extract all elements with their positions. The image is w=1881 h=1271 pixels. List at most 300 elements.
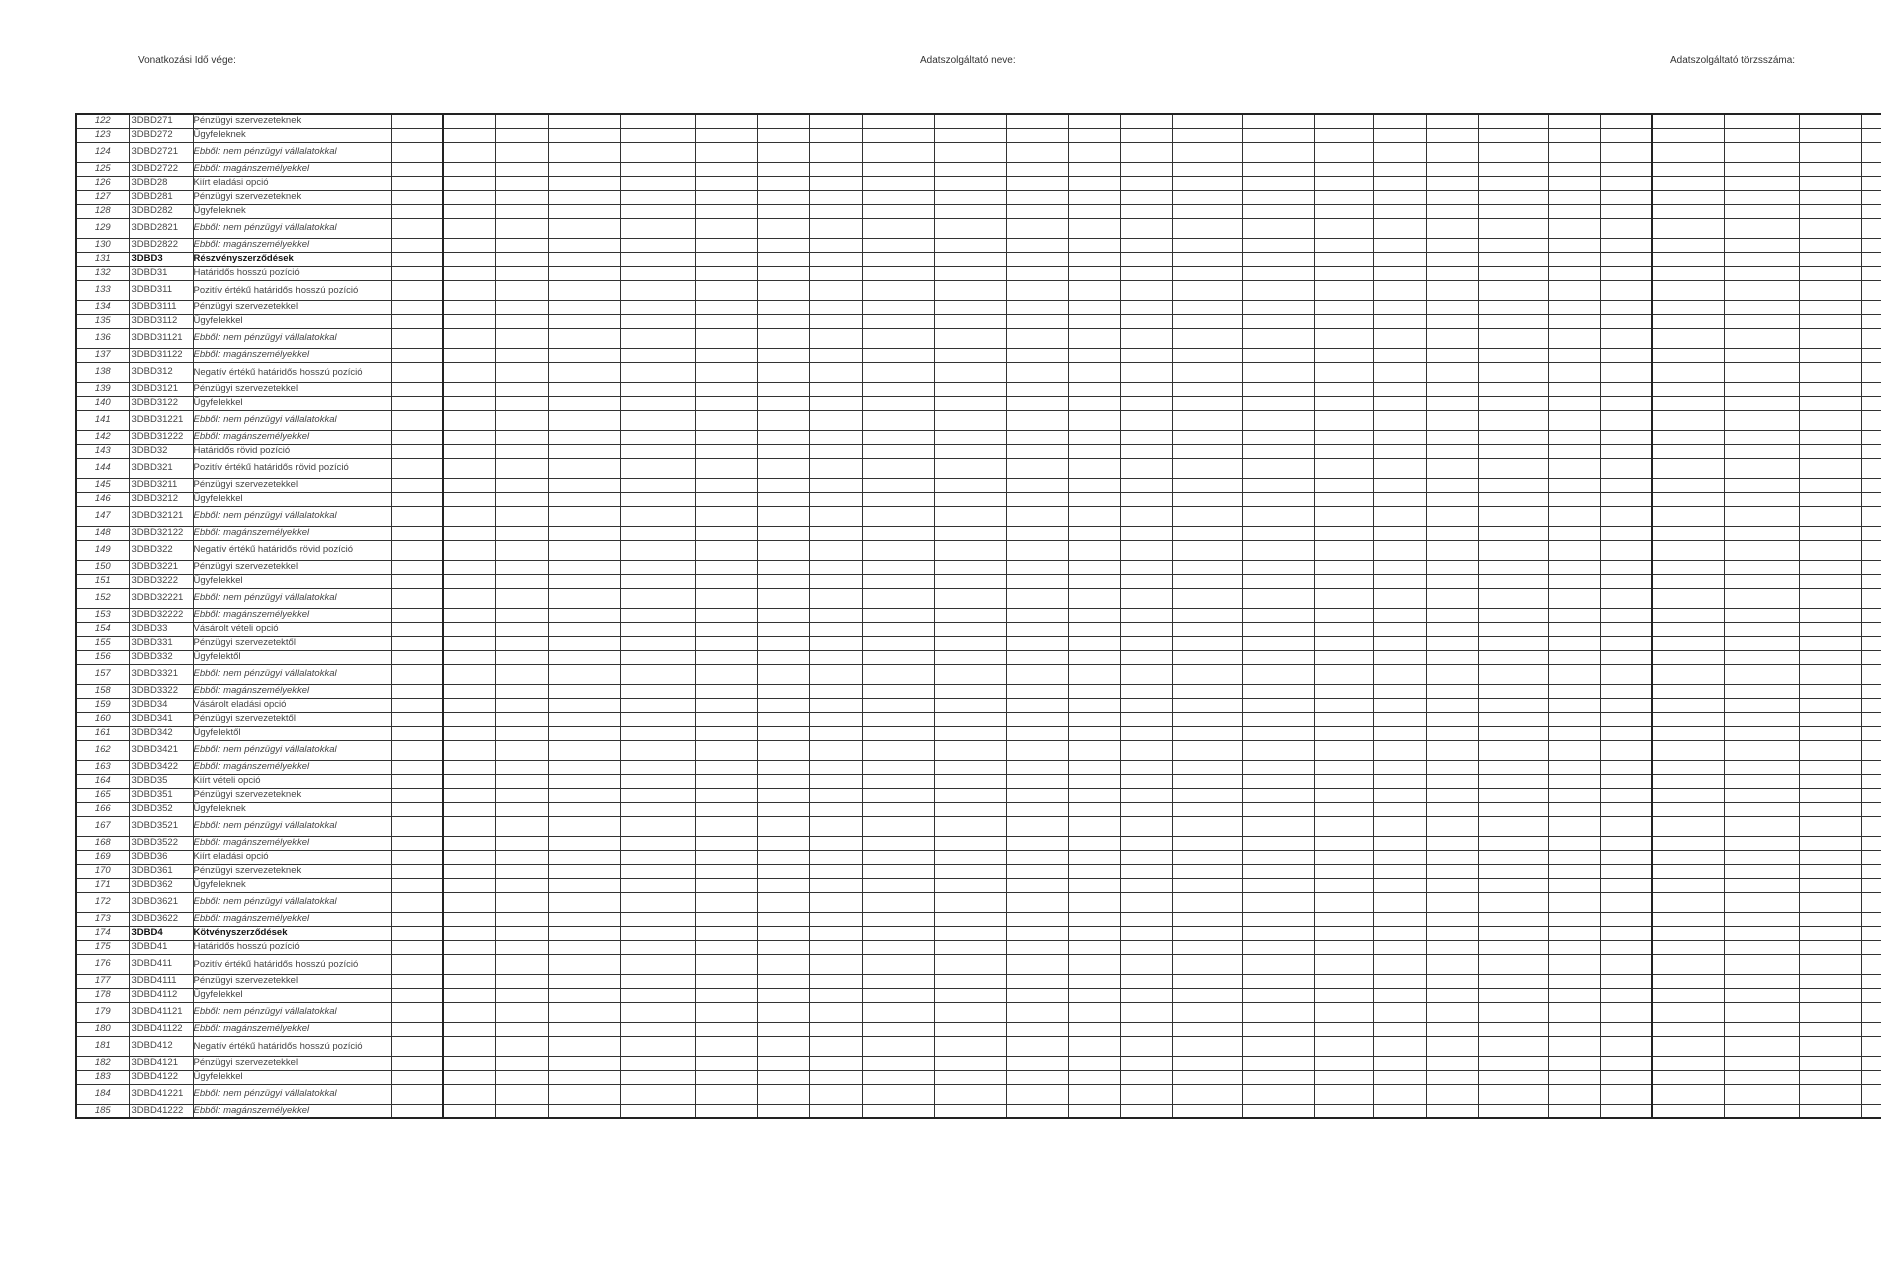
data-cell[interactable] [1724,266,1799,280]
data-cell[interactable] [757,1036,809,1056]
data-cell[interactable] [1006,444,1068,458]
data-cell[interactable] [757,300,809,314]
data-cell[interactable] [1600,1104,1652,1118]
data-cell[interactable] [1861,396,1881,410]
data-cell[interactable] [548,788,620,802]
data-cell[interactable] [1548,478,1600,492]
data-cell[interactable] [1373,1002,1426,1022]
data-cell[interactable] [1006,878,1068,892]
data-cell[interactable] [391,802,443,816]
data-cell[interactable] [1120,1084,1172,1104]
data-cell[interactable] [1006,892,1068,912]
data-cell[interactable] [443,836,495,850]
data-cell[interactable] [934,1104,1006,1118]
data-cell[interactable] [1426,142,1478,162]
data-cell[interactable] [1120,988,1172,1002]
data-cell[interactable] [1478,912,1548,926]
data-cell[interactable] [1006,698,1068,712]
data-cell[interactable] [1478,954,1548,974]
data-cell[interactable] [391,850,443,864]
data-cell[interactable] [1799,1002,1861,1022]
data-cell[interactable] [862,878,934,892]
data-cell[interactable] [1724,1036,1799,1056]
data-cell[interactable] [1314,1002,1373,1022]
data-cell[interactable] [1172,458,1242,478]
data-cell[interactable] [548,1056,620,1070]
data-cell[interactable] [495,1056,548,1070]
data-cell[interactable] [1242,588,1314,608]
data-cell[interactable] [620,266,695,280]
data-cell[interactable] [757,190,809,204]
data-cell[interactable] [1861,974,1881,988]
data-cell[interactable] [695,988,757,1002]
data-cell[interactable] [443,1084,495,1104]
data-cell[interactable] [1373,650,1426,664]
data-cell[interactable] [1120,892,1172,912]
data-cell[interactable] [443,864,495,878]
data-cell[interactable] [1600,430,1652,444]
data-cell[interactable] [1426,348,1478,362]
data-cell[interactable] [1426,1070,1478,1084]
data-cell[interactable] [1314,314,1373,328]
data-cell[interactable] [695,382,757,396]
data-cell[interactable] [757,526,809,540]
data-cell[interactable] [1548,774,1600,788]
data-cell[interactable] [1120,1056,1172,1070]
data-cell[interactable] [1068,252,1120,266]
data-cell[interactable] [1314,974,1373,988]
data-cell[interactable] [391,588,443,608]
data-cell[interactable] [757,348,809,362]
data-cell[interactable] [1426,622,1478,636]
data-cell[interactable] [695,1036,757,1056]
data-cell[interactable] [1426,444,1478,458]
data-cell[interactable] [695,142,757,162]
data-cell[interactable] [620,238,695,252]
data-cell[interactable] [757,636,809,650]
data-cell[interactable] [1652,444,1724,458]
data-cell[interactable] [1799,410,1861,430]
data-cell[interactable] [1478,506,1548,526]
data-cell[interactable] [1172,988,1242,1002]
data-cell[interactable] [548,974,620,988]
data-cell[interactable] [809,252,862,266]
data-cell[interactable] [391,622,443,636]
data-cell[interactable] [1652,506,1724,526]
data-cell[interactable] [1120,650,1172,664]
data-cell[interactable] [695,1022,757,1036]
data-cell[interactable] [1478,458,1548,478]
data-cell[interactable] [1600,328,1652,348]
data-cell[interactable] [1242,128,1314,142]
data-cell[interactable] [620,698,695,712]
data-cell[interactable] [548,698,620,712]
data-cell[interactable] [1068,1084,1120,1104]
data-cell[interactable] [1172,444,1242,458]
data-cell[interactable] [391,816,443,836]
data-cell[interactable] [1426,940,1478,954]
data-cell[interactable] [1172,382,1242,396]
data-cell[interactable] [862,444,934,458]
data-cell[interactable] [1068,726,1120,740]
data-cell[interactable] [548,410,620,430]
data-cell[interactable] [391,142,443,162]
data-cell[interactable] [1242,636,1314,650]
data-cell[interactable] [1861,926,1881,940]
data-cell[interactable] [1478,588,1548,608]
data-cell[interactable] [1861,560,1881,574]
data-cell[interactable] [1373,176,1426,190]
data-cell[interactable] [495,128,548,142]
data-cell[interactable] [1373,988,1426,1002]
data-cell[interactable] [1799,348,1861,362]
data-cell[interactable] [934,664,1006,684]
data-cell[interactable] [1652,176,1724,190]
data-cell[interactable] [1242,348,1314,362]
data-cell[interactable] [620,190,695,204]
data-cell[interactable] [1724,478,1799,492]
data-cell[interactable] [1652,430,1724,444]
data-cell[interactable] [1373,878,1426,892]
data-cell[interactable] [1068,458,1120,478]
data-cell[interactable] [1068,1070,1120,1084]
data-cell[interactable] [620,1022,695,1036]
data-cell[interactable] [695,348,757,362]
data-cell[interactable] [1314,218,1373,238]
data-cell[interactable] [1861,526,1881,540]
data-cell[interactable] [1373,1104,1426,1118]
data-cell[interactable] [1861,266,1881,280]
data-cell[interactable] [1006,218,1068,238]
data-cell[interactable] [1120,850,1172,864]
data-cell[interactable] [1652,362,1724,382]
data-cell[interactable] [757,1104,809,1118]
data-cell[interactable] [1172,1104,1242,1118]
data-cell[interactable] [1799,712,1861,726]
data-cell[interactable] [495,204,548,218]
data-cell[interactable] [934,622,1006,636]
data-cell[interactable] [1242,492,1314,506]
data-cell[interactable] [1724,608,1799,622]
data-cell[interactable] [1861,410,1881,430]
data-cell[interactable] [620,664,695,684]
data-cell[interactable] [1373,540,1426,560]
data-cell[interactable] [1478,204,1548,218]
data-cell[interactable] [1172,608,1242,622]
data-cell[interactable] [862,382,934,396]
data-cell[interactable] [1724,574,1799,588]
data-cell[interactable] [620,650,695,664]
data-cell[interactable] [695,430,757,444]
data-cell[interactable] [862,280,934,300]
data-cell[interactable] [495,218,548,238]
data-cell[interactable] [862,740,934,760]
data-cell[interactable] [391,238,443,252]
data-cell[interactable] [391,836,443,850]
data-cell[interactable] [862,912,934,926]
data-cell[interactable] [391,218,443,238]
data-cell[interactable] [1006,1036,1068,1056]
data-cell[interactable] [443,802,495,816]
data-cell[interactable] [1478,252,1548,266]
data-cell[interactable] [1120,328,1172,348]
data-cell[interactable] [1600,588,1652,608]
data-cell[interactable] [695,266,757,280]
data-cell[interactable] [1652,588,1724,608]
data-cell[interactable] [1478,712,1548,726]
data-cell[interactable] [934,1056,1006,1070]
data-cell[interactable] [620,1084,695,1104]
data-cell[interactable] [1172,1036,1242,1056]
data-cell[interactable] [1120,266,1172,280]
data-cell[interactable] [934,162,1006,176]
data-cell[interactable] [620,362,695,382]
data-cell[interactable] [1120,176,1172,190]
data-cell[interactable] [1120,478,1172,492]
data-cell[interactable] [1314,1104,1373,1118]
data-cell[interactable] [620,1070,695,1084]
data-cell[interactable] [1242,574,1314,588]
data-cell[interactable] [1426,218,1478,238]
data-cell[interactable] [695,444,757,458]
data-cell[interactable] [391,684,443,698]
data-cell[interactable] [620,684,695,698]
data-cell[interactable] [1006,238,1068,252]
data-cell[interactable] [1373,802,1426,816]
data-cell[interactable] [1120,816,1172,836]
data-cell[interactable] [1861,588,1881,608]
data-cell[interactable] [1314,190,1373,204]
data-cell[interactable] [1724,540,1799,560]
data-cell[interactable] [1068,444,1120,458]
data-cell[interactable] [1724,878,1799,892]
data-cell[interactable] [757,1002,809,1022]
data-cell[interactable] [757,892,809,912]
data-cell[interactable] [1426,816,1478,836]
data-cell[interactable] [1426,912,1478,926]
data-cell[interactable] [1548,1002,1600,1022]
data-cell[interactable] [757,430,809,444]
data-cell[interactable] [1478,218,1548,238]
data-cell[interactable] [548,1002,620,1022]
data-cell[interactable] [1373,974,1426,988]
data-cell[interactable] [1242,314,1314,328]
data-cell[interactable] [1724,974,1799,988]
data-cell[interactable] [391,1036,443,1056]
data-cell[interactable] [1724,348,1799,362]
data-cell[interactable] [1068,492,1120,506]
data-cell[interactable] [1006,1104,1068,1118]
data-cell[interactable] [809,788,862,802]
data-cell[interactable] [757,238,809,252]
data-cell[interactable] [695,1104,757,1118]
data-cell[interactable] [548,940,620,954]
data-cell[interactable] [1724,684,1799,698]
data-cell[interactable] [1426,540,1478,560]
data-cell[interactable] [695,128,757,142]
data-cell[interactable] [495,444,548,458]
data-cell[interactable] [1799,850,1861,864]
data-cell[interactable] [1600,362,1652,382]
data-cell[interactable] [757,560,809,574]
data-cell[interactable] [695,650,757,664]
data-cell[interactable] [1172,836,1242,850]
data-cell[interactable] [1600,974,1652,988]
data-cell[interactable] [1799,740,1861,760]
data-cell[interactable] [1548,622,1600,636]
data-cell[interactable] [1724,362,1799,382]
data-cell[interactable] [548,252,620,266]
data-cell[interactable] [1799,162,1861,176]
data-cell[interactable] [695,588,757,608]
data-cell[interactable] [1314,1084,1373,1104]
data-cell[interactable] [1068,348,1120,362]
data-cell[interactable] [1006,252,1068,266]
data-cell[interactable] [1652,912,1724,926]
data-cell[interactable] [1548,382,1600,396]
data-cell[interactable] [862,252,934,266]
data-cell[interactable] [1068,912,1120,926]
data-cell[interactable] [1600,190,1652,204]
data-cell[interactable] [495,988,548,1002]
data-cell[interactable] [1242,238,1314,252]
data-cell[interactable] [495,458,548,478]
data-cell[interactable] [1799,726,1861,740]
data-cell[interactable] [1600,114,1652,128]
data-cell[interactable] [1426,458,1478,478]
data-cell[interactable] [1548,1056,1600,1070]
data-cell[interactable] [1172,142,1242,162]
data-cell[interactable] [1426,190,1478,204]
data-cell[interactable] [620,444,695,458]
data-cell[interactable] [443,726,495,740]
data-cell[interactable] [1600,650,1652,664]
data-cell[interactable] [443,954,495,974]
data-cell[interactable] [1600,726,1652,740]
data-cell[interactable] [1600,988,1652,1002]
data-cell[interactable] [1724,636,1799,650]
data-cell[interactable] [443,650,495,664]
data-cell[interactable] [862,788,934,802]
data-cell[interactable] [1799,478,1861,492]
data-cell[interactable] [548,774,620,788]
data-cell[interactable] [1172,650,1242,664]
data-cell[interactable] [1861,478,1881,492]
data-cell[interactable] [443,878,495,892]
data-cell[interactable] [695,774,757,788]
data-cell[interactable] [1861,238,1881,252]
data-cell[interactable] [1861,788,1881,802]
data-cell[interactable] [548,176,620,190]
data-cell[interactable] [443,142,495,162]
data-cell[interactable] [1172,698,1242,712]
data-cell[interactable] [443,526,495,540]
data-cell[interactable] [1068,1002,1120,1022]
data-cell[interactable] [1314,684,1373,698]
data-cell[interactable] [391,190,443,204]
data-cell[interactable] [1314,726,1373,740]
data-cell[interactable] [443,238,495,252]
data-cell[interactable] [443,712,495,726]
data-cell[interactable] [1724,128,1799,142]
data-cell[interactable] [1861,1070,1881,1084]
data-cell[interactable] [1172,430,1242,444]
data-cell[interactable] [809,458,862,478]
data-cell[interactable] [620,560,695,574]
data-cell[interactable] [1600,850,1652,864]
data-cell[interactable] [1724,410,1799,430]
data-cell[interactable] [809,410,862,430]
data-cell[interactable] [391,1070,443,1084]
data-cell[interactable] [620,816,695,836]
data-cell[interactable] [548,478,620,492]
data-cell[interactable] [1799,684,1861,698]
data-cell[interactable] [1861,774,1881,788]
data-cell[interactable] [443,314,495,328]
data-cell[interactable] [1068,128,1120,142]
data-cell[interactable] [1120,974,1172,988]
data-cell[interactable] [1548,712,1600,726]
data-cell[interactable] [1799,608,1861,622]
data-cell[interactable] [1242,788,1314,802]
data-cell[interactable] [1548,238,1600,252]
data-cell[interactable] [1314,622,1373,636]
data-cell[interactable] [1548,300,1600,314]
data-cell[interactable] [1548,218,1600,238]
data-cell[interactable] [1314,410,1373,430]
data-cell[interactable] [1006,636,1068,650]
data-cell[interactable] [620,850,695,864]
data-cell[interactable] [620,774,695,788]
data-cell[interactable] [1068,954,1120,974]
data-cell[interactable] [1861,608,1881,622]
data-cell[interactable] [620,988,695,1002]
data-cell[interactable] [1426,238,1478,252]
data-cell[interactable] [1426,128,1478,142]
data-cell[interactable] [391,280,443,300]
data-cell[interactable] [1242,410,1314,430]
data-cell[interactable] [695,526,757,540]
data-cell[interactable] [1799,802,1861,816]
data-cell[interactable] [620,974,695,988]
data-cell[interactable] [1068,204,1120,218]
data-cell[interactable] [1478,430,1548,444]
data-cell[interactable] [1172,478,1242,492]
data-cell[interactable] [1652,864,1724,878]
data-cell[interactable] [391,940,443,954]
data-cell[interactable] [809,698,862,712]
data-cell[interactable] [757,1022,809,1036]
data-cell[interactable] [862,492,934,506]
data-cell[interactable] [1242,1056,1314,1070]
data-cell[interactable] [1242,190,1314,204]
data-cell[interactable] [809,1002,862,1022]
data-cell[interactable] [809,560,862,574]
data-cell[interactable] [1006,300,1068,314]
data-cell[interactable] [1120,444,1172,458]
data-cell[interactable] [1068,788,1120,802]
data-cell[interactable] [1314,396,1373,410]
data-cell[interactable] [495,190,548,204]
data-cell[interactable] [495,540,548,560]
data-cell[interactable] [1724,314,1799,328]
data-cell[interactable] [695,540,757,560]
data-cell[interactable] [495,574,548,588]
data-cell[interactable] [934,458,1006,478]
data-cell[interactable] [1006,1022,1068,1036]
data-cell[interactable] [862,1104,934,1118]
data-cell[interactable] [1172,774,1242,788]
